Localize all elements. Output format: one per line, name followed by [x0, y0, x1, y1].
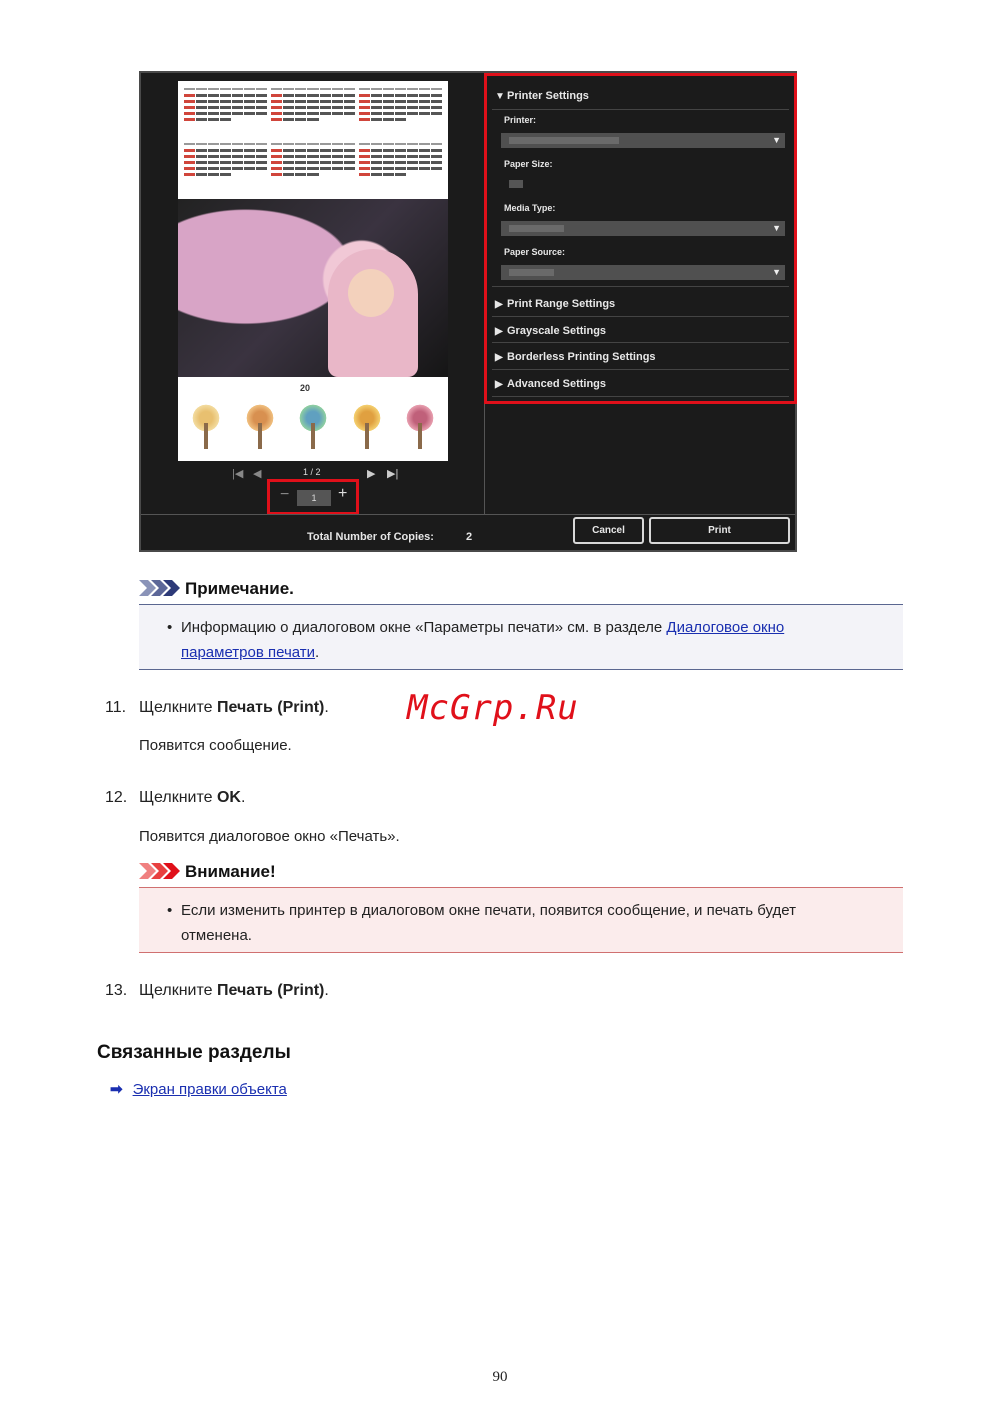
step-text: Щелкните	[139, 699, 217, 716]
grayscale-label: Grayscale Settings	[507, 325, 607, 337]
separator	[492, 286, 789, 287]
step-bold-text: OK	[216, 789, 241, 806]
media-type-select[interactable]	[501, 221, 785, 236]
bullet-dot: •	[167, 902, 173, 919]
separator	[492, 316, 789, 317]
step-number: 11.	[105, 699, 127, 716]
warning-heading	[139, 862, 276, 882]
separator	[492, 342, 789, 343]
prev-page-icon[interactable]: ◀	[253, 468, 262, 480]
separator	[492, 109, 789, 110]
step-text: Щелкните	[139, 789, 217, 806]
tree-illustration	[242, 401, 278, 451]
separator	[492, 396, 789, 397]
decrease-copies-button[interactable]: −	[280, 486, 290, 503]
related-topics-item	[110, 1080, 287, 1098]
print-settings-dialog-link[interactable]: Диалоговое окно	[666, 619, 785, 636]
watermark: McGrp.Ru	[407, 688, 579, 728]
footer-divider	[141, 514, 795, 515]
print-preview	[178, 81, 448, 461]
expanded-triangle-icon: ▼	[495, 91, 505, 102]
paper-size-label: Paper Size:	[504, 159, 553, 169]
copies-field[interactable]: 1	[297, 490, 331, 506]
increase-copies-button[interactable]: +	[338, 485, 348, 502]
right-arrow-icon: ➡	[110, 1081, 123, 1098]
cancel-button[interactable]: Cancel	[573, 517, 644, 544]
note-text-lead: Информацию о диалоговом окне «Параметры печати» см. в разделе	[181, 619, 667, 636]
note-text-end: .	[315, 644, 320, 661]
page-indicator: 1 / 2	[303, 467, 321, 477]
first-page-icon[interactable]: |◀	[232, 468, 244, 480]
note-heading	[139, 579, 294, 599]
note-title: Примечание.	[185, 579, 294, 598]
paper-source-label: Paper Source:	[504, 247, 566, 257]
total-copies-label: Total Number of Copies:	[307, 531, 434, 543]
media-type-value-blurred	[509, 225, 564, 232]
print-dialog-screenshot	[139, 71, 797, 552]
bullet-dot: •	[167, 619, 173, 636]
step-punct: .	[240, 789, 246, 806]
step-12	[105, 789, 245, 807]
step-11-result: Появится сообщение.	[139, 737, 292, 754]
dropdown-arrow-icon: ▼	[772, 267, 781, 277]
dropdown-arrow-icon: ▼	[772, 223, 781, 233]
printer-label: Printer:	[504, 115, 537, 125]
printer-settings-header[interactable]	[495, 90, 589, 102]
dropdown-arrow-icon: ▼	[772, 135, 781, 145]
printer-select[interactable]	[501, 133, 785, 148]
calendar-month-thumbnail	[359, 86, 442, 137]
related-topics-heading: Связанные разделы	[97, 1042, 291, 1063]
paper-size-value-blurred	[509, 180, 523, 188]
step-punct: .	[324, 699, 329, 716]
step-13	[105, 982, 329, 1000]
calendar-month-thumbnail	[271, 141, 354, 192]
warning-text-line2: отменена.	[181, 927, 252, 944]
warning-text	[167, 898, 867, 948]
collapsed-triangle-icon: ▶	[495, 326, 503, 337]
note-chevrons-icon	[139, 580, 181, 596]
separator	[492, 369, 789, 370]
warning-title: Внимание!	[185, 862, 276, 881]
tree-illustration	[188, 401, 224, 451]
note-text	[167, 615, 867, 665]
calendar-month-thumbnail	[271, 86, 354, 137]
advanced-settings-header[interactable]	[495, 378, 606, 390]
collapsed-triangle-icon: ▶	[495, 379, 503, 390]
warning-bullet	[167, 898, 867, 948]
printer-settings-label: Printer Settings	[507, 90, 589, 102]
step-text: Щелкните	[139, 982, 217, 999]
print-range-label: Print Range Settings	[507, 298, 616, 310]
warning-text-line1: Если изменить принтер в диалоговом окне печати, появится сообщение, и печать будет	[181, 902, 796, 919]
tree-illustration	[349, 401, 385, 451]
collapsed-triangle-icon: ▶	[495, 299, 503, 310]
calendar-year: 20	[300, 383, 311, 393]
next-page-icon[interactable]: ▶	[367, 468, 376, 480]
step-12-result: Появится диалоговое окно «Печать».	[139, 828, 400, 845]
print-button[interactable]: Print	[649, 517, 790, 544]
preview-photo	[178, 199, 448, 377]
note-bullet	[167, 615, 867, 665]
tree-illustrations	[188, 401, 438, 456]
paper-source-value-blurred	[509, 269, 554, 276]
warning-chevrons-icon	[139, 863, 181, 879]
print-settings-dialog-link-cont[interactable]: параметров печати	[181, 644, 316, 661]
page-number: 90	[492, 1369, 508, 1385]
step-punct: .	[324, 982, 329, 999]
calendar-month-thumbnail	[359, 141, 442, 192]
tree-illustration	[402, 401, 438, 451]
borderless-settings-header[interactable]	[495, 351, 656, 363]
printer-value-blurred	[509, 137, 619, 144]
item-edit-screen-link[interactable]: Экран правки объекта	[132, 1081, 287, 1098]
note-box	[139, 604, 903, 670]
calendar-grid	[178, 81, 448, 196]
advanced-label: Advanced Settings	[507, 378, 607, 390]
paper-source-select[interactable]	[501, 265, 785, 280]
photo-face	[348, 269, 394, 317]
collapsed-triangle-icon: ▶	[495, 352, 503, 363]
tree-illustration	[295, 401, 331, 451]
step-bold-text: Печать (Print)	[216, 699, 325, 716]
warning-box	[139, 887, 903, 953]
step-number: 13.	[105, 982, 128, 999]
borderless-label: Borderless Printing Settings	[507, 351, 656, 363]
step-11	[105, 699, 329, 717]
step-number: 12.	[105, 789, 128, 806]
last-page-icon[interactable]: ▶|	[387, 468, 399, 480]
total-copies-value: 2	[466, 531, 473, 543]
copies-stepper	[267, 479, 359, 515]
calendar-month-thumbnail	[184, 86, 267, 137]
print-range-settings-header[interactable]	[495, 298, 615, 310]
settings-panel	[484, 73, 797, 404]
grayscale-settings-header[interactable]	[495, 325, 606, 337]
calendar-month-thumbnail	[184, 141, 267, 192]
step-bold-text: Печать (Print)	[216, 982, 325, 999]
media-type-label: Media Type:	[504, 203, 556, 213]
